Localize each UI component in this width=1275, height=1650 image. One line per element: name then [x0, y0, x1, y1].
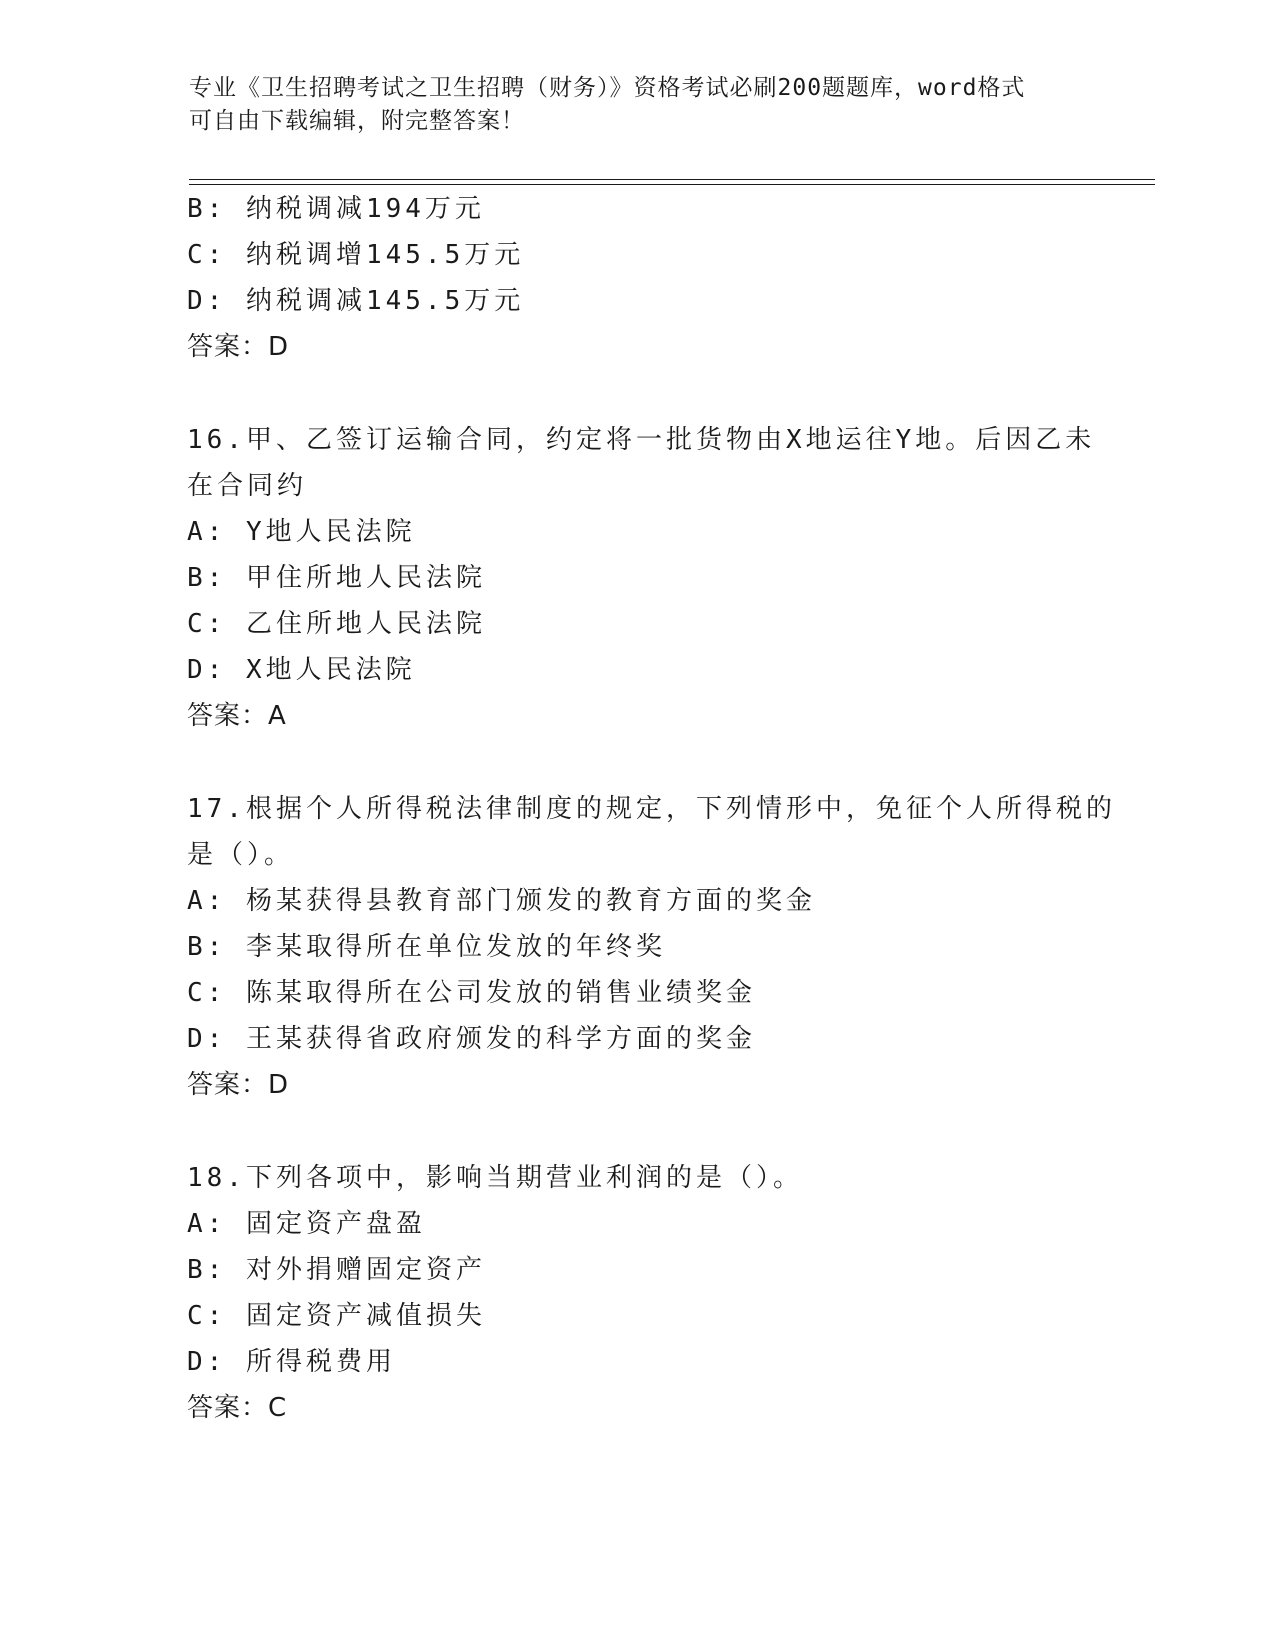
answer: 答案：D — [187, 332, 290, 362]
question-stem-continued: 在合同约 — [187, 471, 308, 501]
question-17 — [187, 786, 1116, 1108]
option-d: D: 所得税费用 — [187, 1347, 396, 1377]
answer: 答案：C — [187, 1393, 288, 1423]
option-c: C: 乙住所地人民法院 — [187, 609, 486, 639]
document-header — [189, 72, 1089, 138]
question-stem-continued: 是（）。 — [187, 840, 295, 870]
question-16 — [187, 417, 1096, 739]
answer: 答案：A — [187, 701, 287, 731]
option-d: D: X地人民法院 — [187, 655, 416, 685]
question-stem: 18.下列各项中，影响当期营业利润的是（）。 — [187, 1163, 803, 1193]
option-b: B: 对外捐赠固定资产 — [187, 1255, 486, 1285]
option-a: A: 杨某获得县教育部门颁发的教育方面的奖金 — [187, 886, 816, 916]
question-15-tail — [187, 186, 1087, 370]
option-a: A: 固定资产盘盈 — [187, 1209, 426, 1239]
option-a: A: Y地人民法院 — [187, 517, 416, 547]
option-c: C: 陈某取得所在公司发放的销售业绩奖金 — [187, 978, 756, 1008]
option-b: B: 纳税调减194万元 — [187, 194, 485, 224]
option-b: B: 李某取得所在单位发放的年终奖 — [187, 932, 666, 962]
header-divider-top — [189, 179, 1155, 180]
option-b: B: 甲住所地人民法院 — [187, 563, 486, 593]
header-line-1: 专业《卫生招聘考试之卫生招聘（财务）》资格考试必刷200题题库，word格式 — [189, 75, 1026, 101]
header-divider-bottom — [189, 184, 1155, 185]
option-c: C: 固定资产减值损失 — [187, 1301, 486, 1331]
option-d: D: 王某获得省政府颁发的科学方面的奖金 — [187, 1024, 756, 1054]
question-stem: 16.甲、乙签订运输合同，约定将一批货物由X地运往Y地。后因乙未 — [187, 425, 1096, 455]
question-list — [187, 186, 1116, 1431]
question-18 — [187, 1155, 1087, 1431]
option-c: C: 纳税调增145.5万元 — [187, 240, 525, 270]
question-stem: 17.根据个人所得税法律制度的规定，下列情形中，免征个人所得税的 — [187, 794, 1116, 824]
header-line-2: 可自由下载编辑，附完整答案！ — [189, 108, 525, 134]
answer: 答案：D — [187, 1070, 290, 1100]
option-d: D: 纳税调减145.5万元 — [187, 286, 525, 316]
